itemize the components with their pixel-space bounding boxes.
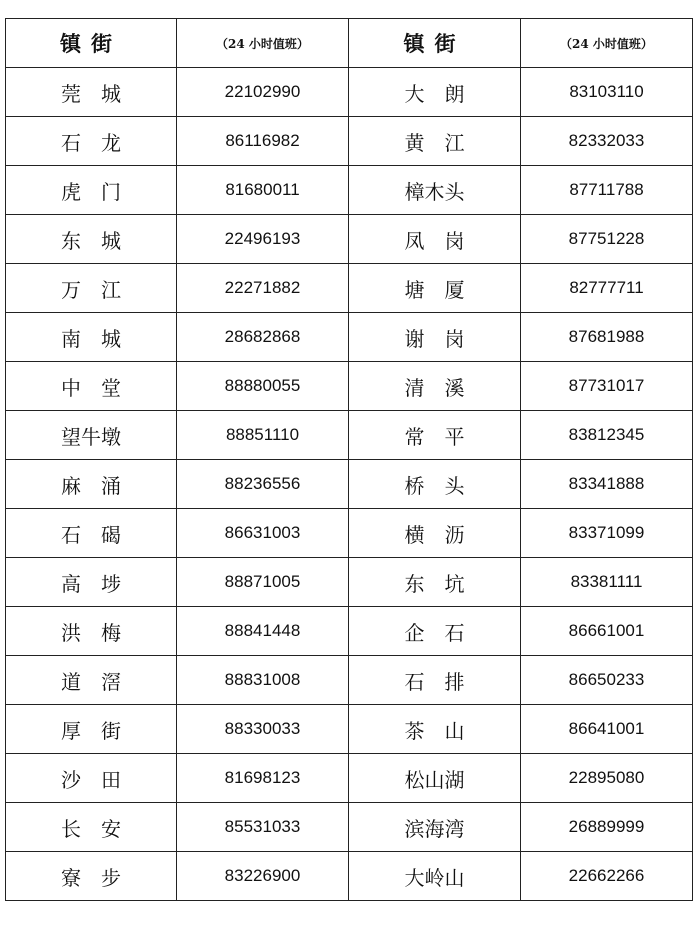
right-phone-cell: 87681988 <box>521 313 693 362</box>
left-town-cell: 洪 梅 <box>6 607 177 656</box>
left-town-cell: 南 城 <box>6 313 177 362</box>
table-row <box>6 656 693 705</box>
table-row <box>6 705 693 754</box>
table-row <box>6 558 693 607</box>
right-phone-cell: 82332033 <box>521 117 693 166</box>
left-town-cell: 石 碣 <box>6 509 177 558</box>
left-town-cell: 中 堂 <box>6 362 177 411</box>
right-town-cell: 樟木头 <box>349 166 521 215</box>
right-town-cell: 黄 江 <box>349 117 521 166</box>
left-phone-cell: 28682868 <box>177 313 349 362</box>
right-phone-cell: 22895080 <box>521 754 693 803</box>
header-phone-left: （24 小时值班） <box>177 19 349 68</box>
right-town-cell: 桥 头 <box>349 460 521 509</box>
table-row <box>6 411 693 460</box>
right-phone-cell: 83381111 <box>521 558 693 607</box>
table-row <box>6 215 693 264</box>
right-town-cell: 东 坑 <box>349 558 521 607</box>
right-town-cell: 大 朗 <box>349 68 521 117</box>
right-town-cell: 大岭山 <box>349 852 521 901</box>
right-town-cell: 横 沥 <box>349 509 521 558</box>
left-town-cell: 石 龙 <box>6 117 177 166</box>
left-phone-cell: 22102990 <box>177 68 349 117</box>
left-town-cell: 望牛墩 <box>6 411 177 460</box>
table-row <box>6 117 693 166</box>
right-phone-cell: 83371099 <box>521 509 693 558</box>
left-town-cell: 长 安 <box>6 803 177 852</box>
table-row <box>6 852 693 901</box>
table-body <box>6 68 693 901</box>
left-town-cell: 高 埗 <box>6 558 177 607</box>
left-phone-cell: 88236556 <box>177 460 349 509</box>
table-row <box>6 803 693 852</box>
right-phone-cell: 83103110 <box>521 68 693 117</box>
right-phone-cell: 86661001 <box>521 607 693 656</box>
left-phone-cell: 86631003 <box>177 509 349 558</box>
right-phone-cell: 82777711 <box>521 264 693 313</box>
table-row <box>6 264 693 313</box>
right-phone-cell: 83341888 <box>521 460 693 509</box>
left-phone-cell: 81680011 <box>177 166 349 215</box>
left-phone-cell: 88330033 <box>177 705 349 754</box>
right-phone-cell: 26889999 <box>521 803 693 852</box>
left-phone-cell: 88831008 <box>177 656 349 705</box>
header-row <box>6 19 693 68</box>
left-phone-cell: 22496193 <box>177 215 349 264</box>
left-town-cell: 道 滘 <box>6 656 177 705</box>
header-town-left: 镇街 <box>6 19 177 68</box>
header-phone-right: （24 小时值班） <box>521 19 693 68</box>
right-phone-cell: 87711788 <box>521 166 693 215</box>
right-town-cell: 常 平 <box>349 411 521 460</box>
left-phone-cell: 86116982 <box>177 117 349 166</box>
table-row <box>6 460 693 509</box>
right-phone-cell: 87731017 <box>521 362 693 411</box>
left-town-cell: 麻 涌 <box>6 460 177 509</box>
right-town-cell: 谢 岗 <box>349 313 521 362</box>
right-phone-cell: 86650233 <box>521 656 693 705</box>
table-row <box>6 509 693 558</box>
left-phone-cell: 85531033 <box>177 803 349 852</box>
right-town-cell: 滨海湾 <box>349 803 521 852</box>
right-town-cell: 凤 岗 <box>349 215 521 264</box>
table-row <box>6 754 693 803</box>
left-town-cell: 虎 门 <box>6 166 177 215</box>
right-phone-cell: 86641001 <box>521 705 693 754</box>
table-row <box>6 68 693 117</box>
left-phone-cell: 88871005 <box>177 558 349 607</box>
left-town-cell: 莞 城 <box>6 68 177 117</box>
right-town-cell: 石 排 <box>349 656 521 705</box>
left-town-cell: 东 城 <box>6 215 177 264</box>
left-town-cell: 万 江 <box>6 264 177 313</box>
left-phone-cell: 88851110 <box>177 411 349 460</box>
left-phone-cell: 88880055 <box>177 362 349 411</box>
header-town-right: 镇街 <box>349 19 521 68</box>
left-town-cell: 沙 田 <box>6 754 177 803</box>
left-phone-cell: 83226900 <box>177 852 349 901</box>
table-row <box>6 607 693 656</box>
table-row <box>6 362 693 411</box>
right-town-cell: 茶 山 <box>349 705 521 754</box>
table-row <box>6 166 693 215</box>
table-row <box>6 313 693 362</box>
left-phone-cell: 81698123 <box>177 754 349 803</box>
right-phone-cell: 87751228 <box>521 215 693 264</box>
right-town-cell: 清 溪 <box>349 362 521 411</box>
left-phone-cell: 88841448 <box>177 607 349 656</box>
right-phone-cell: 22662266 <box>521 852 693 901</box>
left-phone-cell: 22271882 <box>177 264 349 313</box>
left-town-cell: 厚 街 <box>6 705 177 754</box>
left-town-cell: 寮 步 <box>6 852 177 901</box>
right-phone-cell: 83812345 <box>521 411 693 460</box>
right-town-cell: 塘 厦 <box>349 264 521 313</box>
right-town-cell: 松山湖 <box>349 754 521 803</box>
duty-phone-table <box>5 18 693 901</box>
right-town-cell: 企 石 <box>349 607 521 656</box>
